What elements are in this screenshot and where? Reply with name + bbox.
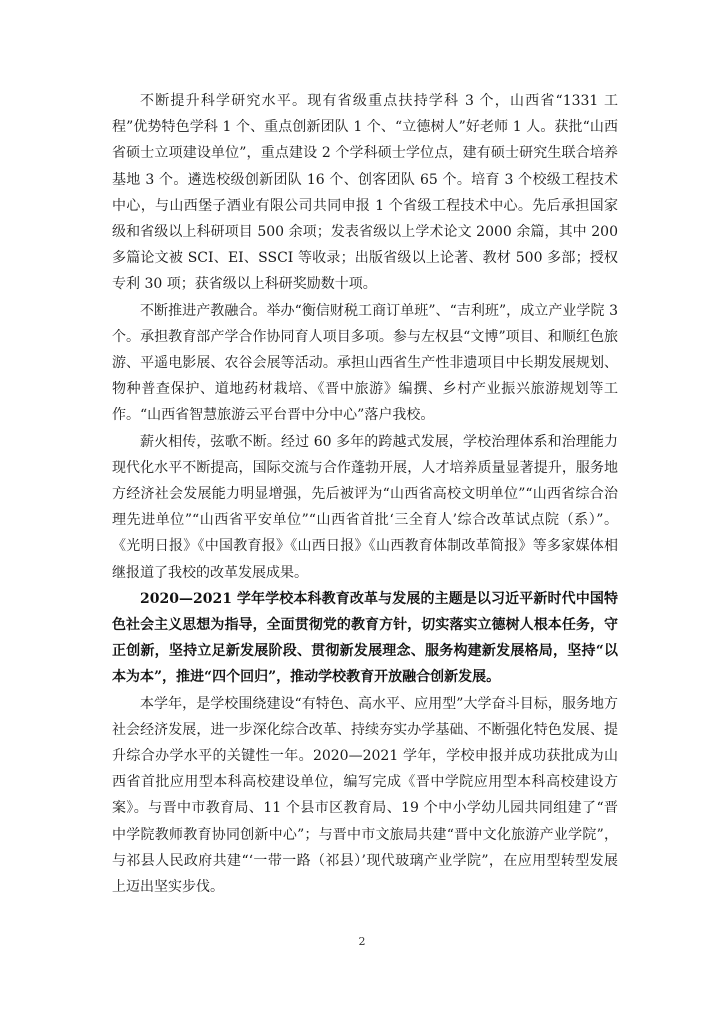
paragraph-annual-theme: 2020—2021 学年学校本科教育改革与发展的主题是以习近平新时代中国特色社会主义思想为指导，全面贯彻党的教育方针，切实落实立德树人根本任务，守正创新，坚持立足新发展阶段、贯彻新发展理念、服务构建新发展格局，坚持“以本为本”，推进“四个回归”，推动学校教育开放融合创新发展。 [112, 590, 618, 686]
paragraph-research: 不断提升科学研究水平。现有省级重点扶持学科 3 个，山西省“1331 工程”优势特色学科 1 个、重点创新团队 1 个、“立德树人”好老师 1 人。获批“山西省硕士立项建设单位”，重点建设 2 个学科硕士学位点，建有硕士研究生联合培养基地 3 个。遴选校级创新团队 16 个、创客团队 65 个。培育 3 个校级工程技术中心，与山西堡子酒业有限公司共同申报 1 个省级工程技术中心。先后承担国家级和省级以上科研项目 500 余项；发表省级以上学术论文 2000 余篇，其中 200 多篇论文被 SCI、EI、SSCI 等收录；出版省级以上论著、教材 500 多部；授权专利 30 项；获省级以上科研奖励数十项。 [112, 93, 618, 293]
body-text [112, 88, 618, 900]
paragraph-industry-education: 不断推进产教融合。举办“衡信财税工商订单班”、“吉利班”，成立产业学院 3 个。承担教育部产学合作协同育人项目多项。参与左权县“文博”项目、和顺红色旅游、平遥电影展、农谷会展等活动。承担山西省生产性非遗项目中长期发展规划、物种普查保护、道地药材栽培、《晋中旅游》编撰、乡村产业振兴旅游规划等工作。“山西省智慧旅游云平台晋中分中心”落户我校。 [112, 302, 618, 424]
page-number: 2 [358, 935, 366, 948]
paragraph-development-history: 薪火相传，弦歌不断。经过 60 多年的跨越式发展，学校治理体系和治理能力现代化水平不断提高，国际交流与合作蓬勃开展，人才培养质量显著提升，服务地方经济社会发展能力明显增强，先后被评为“山西省高校文明单位”“山西省综合治理先进单位”“山西省平安单位”“山西省首批‘三全育人’综合改革试点院（系）”。《光明日报》《中国教育报》《山西日报》《山西教育体制改革简报》等多家媒体相继报道了我校的改革发展成果。 [112, 433, 618, 581]
paragraph-academic-year: 本学年，是学校围绕建设“有特色、高水平、应用型”大学奋斗目标，服务地方社会经济发展，进一步深化综合改革、持续夯实办学基础、不断强化特色发展、提升综合办学水平的关键性一年。2020—2021 学年，学校申报并成功获批成为山西省首批应用型本科高校建设单位，编写完成《晋中学院应用型本科高校建设方案》。与晋中市教育局、11 个县市区教育局、19 个中小学幼儿园共同组建了“晋中学院教师教育协同创新中心”；与晋中市文旅局共建“晋中文化旅游产业学院”，与祁县人民政府共建“‘一带一路（祁县）’现代玻璃产业学院”，在应用型转型发展上迈出坚实步伐。 [112, 695, 618, 896]
